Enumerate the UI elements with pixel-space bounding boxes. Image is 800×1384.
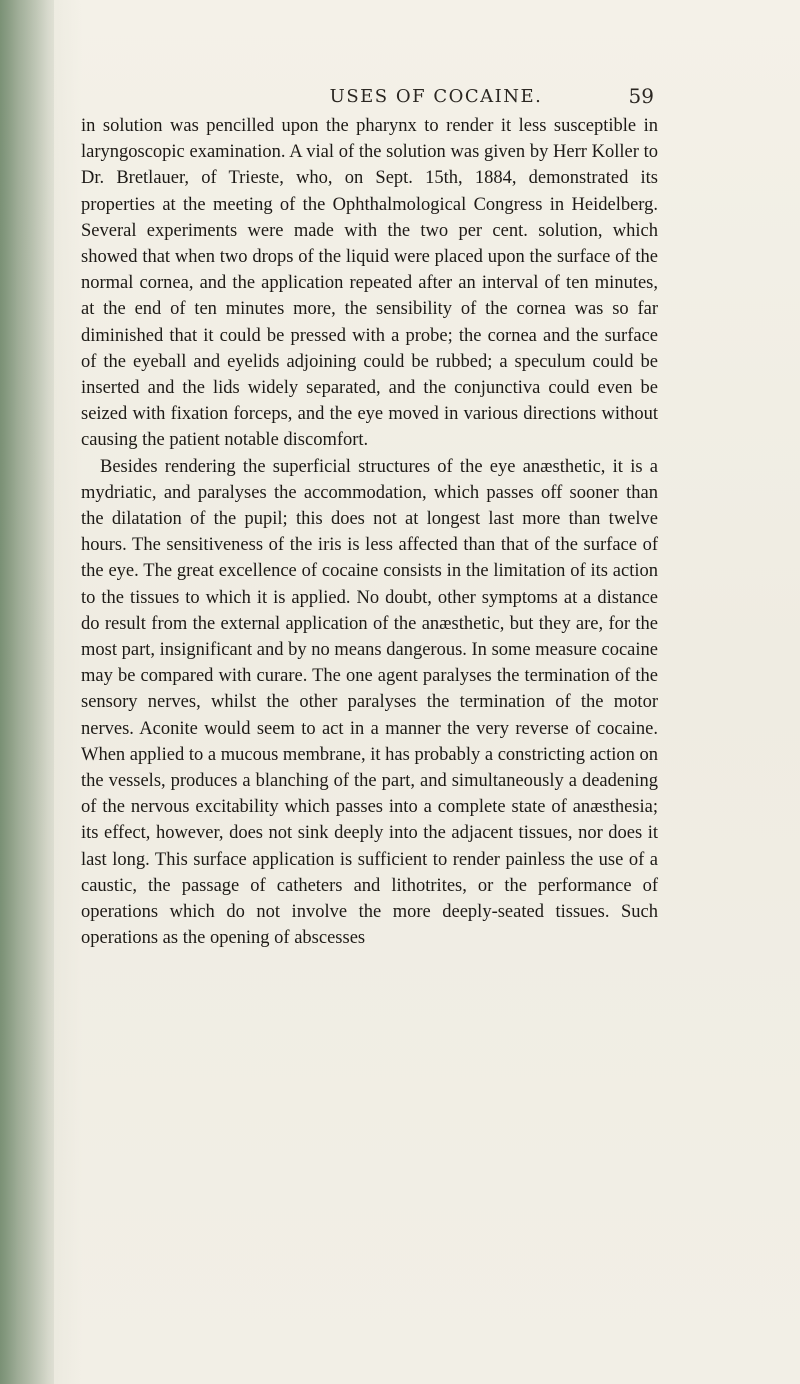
page-number: 59	[628, 84, 654, 108]
body-text	[81, 113, 658, 952]
paragraph-2: Besides rendering the superficial structures of the eye anæsthetic, it is a mydriatic, and paralyses the accommodation, which passes off sooner than the dilatation of the pupil; this does not at longest last more than twelve hours. The sensitiveness of the iris is less affected than that of the surface of the eye. The great excellence of cocaine consists in the limitation of its action to the tissues to which it is applied. No doubt, other symptoms at a distance do result from the external application of the anæsthetic, but they are, for the most part, insignificant and by no means dangerous. In some measure cocaine may be compared with curare. The one agent paralyses the termination of the sensory nerves, whilst the other paralyses the termination of the motor nerves. Aconite would seem to act in a manner the very reverse of cocaine. When applied to a mucous membrane, it has probably a constricting action on the vessels, produces a blanching of the part, and simultaneously a deadening of the nervous excitability which passes into a complete state of anæsthesia; its effect, however, does not sink deeply into the adjacent tissues, nor does it last long. This surface application is sufficient to render painless the use of a caustic, the passage of catheters and lithotrites, or the performance of operations which do not involve the more deeply-seated tissues. Such operations as the opening of abscesses	[81, 456, 658, 949]
paragraph-1: in solution was pencilled upon the pharynx to render it less susceptible in laryngoscopic examination. A vial of the solution was given by Herr Koller to Dr. Bretlauer, of Trieste, who, on Sept. 15th, 1884, demonstrated its properties at the meeting of the Ophthalmological Congress in Heidelberg. Several experiments were made with the two per cent. solution, which showed that when two drops of the liquid were placed upon the surface of the normal cornea, and the application repeated after an interval of ten minutes, at the end of ten minutes more, the sensibility of the cornea was so far diminished that it could be pressed with a probe; the cornea and the surface of the eyeball and eyelids adjoining could be rubbed; a speculum could be inserted and the lids widely separated, and the conjunctiva could even be seized with fixation forceps, and the eye moved in various directions without causing the patient notable discomfort.	[81, 116, 658, 451]
running-head: USES OF COCAINE.	[329, 86, 543, 107]
page-binding-edge	[0, 0, 54, 1384]
